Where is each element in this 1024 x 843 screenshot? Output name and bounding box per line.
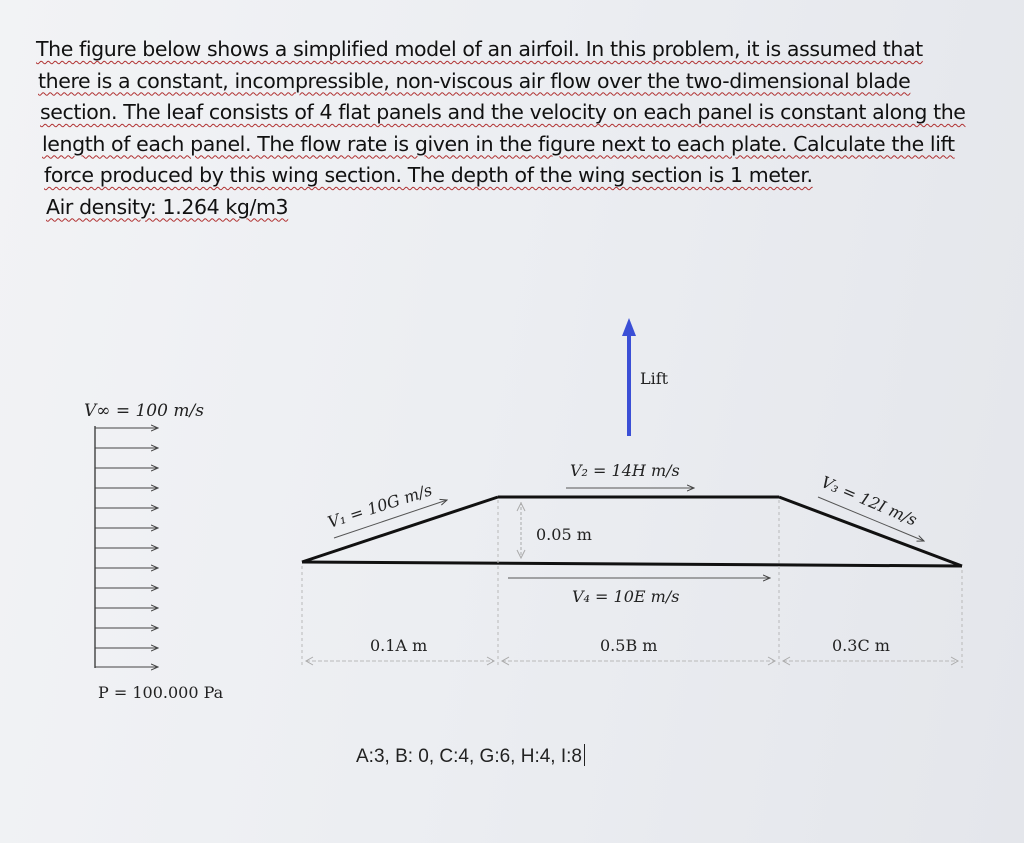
problem-line-6: Air density: 1.264 kg/m3 — [46, 194, 289, 219]
problem-line-3: section. The leaf consists of 4 flat panels and the velocity on each panel is constant along the — [40, 100, 966, 124]
length-3-label: 0.3C m — [832, 636, 890, 655]
length-2-label: 0.5B m — [600, 636, 658, 655]
problem-line-5: force produced by this wing section. The depth of the wing section is 1 meter. — [44, 163, 813, 187]
answer-key[interactable] — [356, 744, 585, 768]
length-1-label: 0.1A m — [370, 636, 428, 655]
lift-label: Lift — [640, 369, 669, 388]
problem-line-1: The figure below shows a simplified model of an airfoil. In this problem, it is assumed that — [36, 37, 923, 61]
v1-label: V₁ = 10G m/s — [325, 480, 435, 532]
v3-label: V₃ = 12I m/s — [818, 472, 920, 530]
panel-4 — [302, 562, 962, 566]
answer-key-text: A:3, B: 0, C:4, G:6, H:4, I:8 — [356, 746, 582, 767]
v4-label: V₄ = 10E m/s — [572, 587, 680, 606]
problem-line-4: length of each panel. The flow rate is given in the figure next to each plate. Calculate the lift — [42, 131, 955, 156]
problem-line-2: there is a constant, incompressible, non-viscous air flow over the two-dimensional blade — [38, 68, 911, 93]
freestream-arrows — [95, 428, 158, 667]
freestream-velocity-label: V∞ = 100 m/s — [84, 401, 204, 421]
thickness-label: 0.05 m — [536, 525, 592, 544]
v2-label: V₂ = 14H m/s — [570, 461, 680, 480]
thickness-dimension — [517, 502, 525, 558]
freestream-profile — [95, 426, 158, 668]
lift-arrow-head — [622, 318, 636, 336]
text-cursor — [584, 744, 585, 766]
pressure-label: P = 100.000 Pa — [98, 683, 224, 702]
lift-arrow — [622, 318, 636, 436]
